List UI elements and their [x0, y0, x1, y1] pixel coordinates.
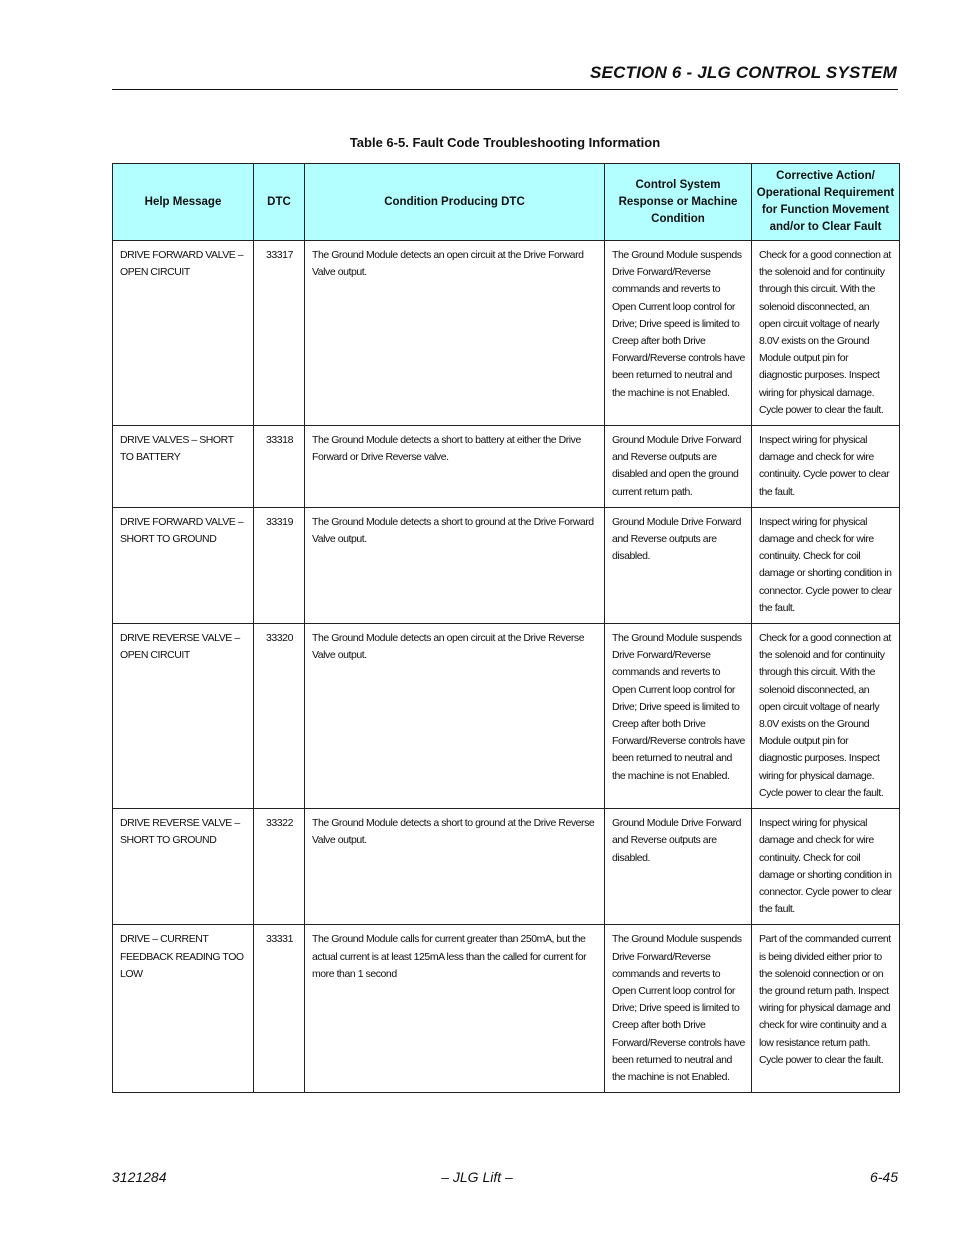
table-row	[113, 507, 900, 623]
help-message-cell: DRIVE FORWARD VALVE – SHORT TO GROUND	[113, 507, 254, 623]
fault-code-table	[112, 163, 900, 1093]
col-header-dtc: DTC	[254, 164, 305, 241]
doc-number: 3121284	[112, 1169, 167, 1185]
dtc-cell: 33317	[254, 241, 305, 426]
condition-cell: The Ground Module detects a short to ground at the Drive Forward Valve output.	[305, 507, 605, 623]
table-header-row	[113, 164, 900, 241]
response-cell: The Ground Module suspends Drive Forward/Reverse commands and reverts to Open Current loop control for Drive; Drive speed is limited to Creep after both Drive Forward/Reverse controls have been returned to neutral and the machine is not Enabled.	[605, 624, 752, 809]
corrective-action-cell: Check for a good connection at the solenoid and for continuity through this circuit. With the solenoid disconnected, an open circuit voltage of nearly 8.0V exists on the Ground Module output pin for diagnostic purposes. Inspect wiring for physical damage. Cycle power to clear the fault.	[752, 241, 900, 426]
col-header-condition: Condition Producing DTC	[305, 164, 605, 241]
section-title: SECTION 6 - JLG CONTROL SYSTEM	[590, 63, 897, 82]
help-message-cell: DRIVE VALVES – SHORT TO BATTERY	[113, 426, 254, 508]
corrective-action-cell: Inspect wiring for physical damage and check for wire continuity. Check for coil damage or shorting condition in connector. Cycle power to clear the fault.	[752, 809, 900, 925]
condition-cell: The Ground Module detects an open circuit at the Drive Forward Valve output.	[305, 241, 605, 426]
dtc-cell: 33331	[254, 925, 305, 1093]
response-cell: Ground Module Drive Forward and Reverse outputs are disabled.	[605, 507, 752, 623]
table-title: Table 6-5. Fault Code Troubleshooting Information	[349, 135, 661, 150]
dtc-cell: 33320	[254, 624, 305, 809]
dtc-cell: 33318	[254, 426, 305, 508]
response-cell: The Ground Module suspends Drive Forward/Reverse commands and reverts to Open Current loop control for Drive; Drive speed is limited to Creep after both Drive Forward/Reverse controls have been returned to neutral and the machine is not Enabled.	[605, 925, 752, 1093]
response-cell: Ground Module Drive Forward and Reverse outputs are disabled and open the ground current return path.	[605, 426, 752, 508]
corrective-action-cell: Inspect wiring for physical damage and check for wire continuity. Check for coil damage or shorting condition in connector. Cycle power to clear the fault.	[752, 507, 900, 623]
table-row	[113, 809, 900, 925]
help-message-cell: DRIVE FORWARD VALVE – OPEN CIRCUIT	[113, 241, 254, 426]
condition-cell: The Ground Module detects a short to ground at the Drive Reverse Valve output.	[305, 809, 605, 925]
help-message-cell: DRIVE REVERSE VALVE – SHORT TO GROUND	[113, 809, 254, 925]
condition-cell: The Ground Module calls for current greater than 250mA, but the actual current is at least 125mA less than the called for current for more than 1 second	[305, 925, 605, 1093]
col-header-help-message: Help Message	[113, 164, 254, 241]
condition-cell: The Ground Module detects an open circuit at the Drive Reverse Valve output.	[305, 624, 605, 809]
corrective-action-cell: Inspect wiring for physical damage and check for wire continuity. Cycle power to clear the fault.	[752, 426, 900, 508]
dtc-cell: 33319	[254, 507, 305, 623]
col-header-corrective-action: Corrective Action/ Operational Requirement for Function Movement and/or to Clear Fault	[752, 164, 900, 241]
table-row	[113, 624, 900, 809]
corrective-action-cell: Check for a good connection at the solenoid and for continuity through this circuit. With the solenoid disconnected, an open circuit voltage of nearly 8.0V exists on the Ground Module output pin for diagnostic purposes. Inspect wiring for physical damage. Cycle power to clear the fault.	[752, 624, 900, 809]
help-message-cell: DRIVE – CURRENT FEEDBACK READING TOO LOW	[113, 925, 254, 1093]
table-row	[113, 426, 900, 508]
condition-cell: The Ground Module detects a short to battery at either the Drive Forward or Drive Reverse valve.	[305, 426, 605, 508]
col-header-response: Control System Response or Machine Condition	[605, 164, 752, 241]
help-message-cell: DRIVE REVERSE VALVE – OPEN CIRCUIT	[113, 624, 254, 809]
header-rule	[112, 89, 898, 90]
table-row	[113, 241, 900, 426]
response-cell: Ground Module Drive Forward and Reverse outputs are disabled.	[605, 809, 752, 925]
response-cell: The Ground Module suspends Drive Forward/Reverse commands and reverts to Open Current loop control for Drive; Drive speed is limited to Creep after both Drive Forward/Reverse controls have been returned to neutral and the machine is not Enabled.	[605, 241, 752, 426]
table-row	[113, 925, 900, 1093]
page-number: 6-45	[869, 1169, 898, 1185]
corrective-action-cell: Part of the commanded current is being divided either prior to the solenoid connection or on the ground return path. Inspect wiring for physical damage and check for wire continuity and a low resistance return path. Cycle power to clear the fault.	[752, 925, 900, 1093]
footer-brand: – JLG Lift –	[441, 1169, 513, 1185]
dtc-cell: 33322	[254, 809, 305, 925]
